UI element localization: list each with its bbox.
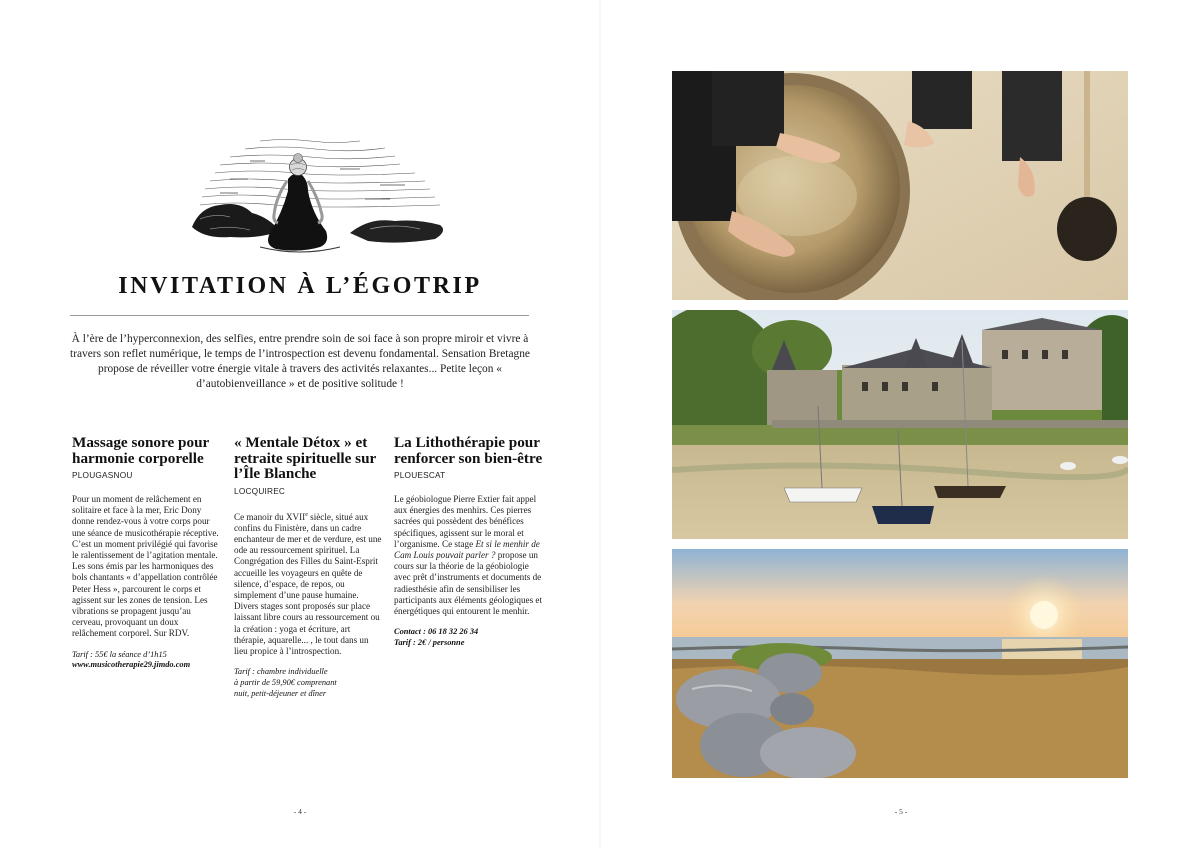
- page-number-right: - 5 -: [894, 807, 908, 816]
- article-info: [72, 650, 222, 672]
- singing-bowl-photo: [672, 71, 1128, 300]
- manor-low-tide-photo: [672, 310, 1128, 539]
- meditation-illustration: [190, 135, 450, 260]
- page-gutter: [599, 0, 601, 849]
- page-title: INVITATION À L’ÉGOTRIP: [118, 273, 482, 299]
- article-body-start: Le géobiologue Pierre Extier fait appel aux énergies des menhirs. Ces pierres sacrées qui possèdent des bénéfices spécifiques, agissent sur le moral et l’organisme. Ce stage: [394, 494, 537, 549]
- article-heading: « Mentale Détox » et retraite spirituelle sur l’Île Blanche: [234, 434, 376, 482]
- article-body: [394, 494, 544, 617]
- article-location: LOCQUIREC: [234, 485, 286, 496]
- article-body: Pour un moment de relâchement en solitaire et face à la mer, Eric Dony donne rendez-vous à votre corps pour une séance de musicothérapie réceptive. C’est un moment privilégié qui favorise le ralentissement de l’agitation mentale. Les sons émis par les harmoniques des bols chantants « d’appellation contrôlée Peter Hess », parcourent le corps et agissent sur les zones de tension. Les vibrations se propagent jusqu’au cerveau, provoquant un doux relâchement corporel. Sur RDV.: [72, 494, 219, 639]
- article-column-detox: [234, 435, 384, 700]
- article-location: PLOUESCAT: [394, 470, 446, 480]
- article-body-start: Ce manoir du XVII: [234, 511, 306, 522]
- page-number-left: - 4 -: [293, 807, 307, 816]
- article-heading: Massage sonore pour harmonie corporelle: [72, 434, 209, 467]
- sunset-coast-photo: [672, 549, 1128, 778]
- article-price: Tarif : 2€ / personne: [394, 638, 465, 648]
- century-superscript: e: [305, 511, 308, 518]
- article-price-line-1: Tarif : chambre individuelle: [234, 667, 328, 677]
- article-body-rest: siècle, situé aux confins du Finistère, dans un cadre enchanteur de mer et de verdure, est une ode au ressourcement spirituel. La Congrégation des Filles du Saint-Esprit accueille les voyageurs en quête de silence, d’espace, de repos, ou simplement d’une pause humaine. Divers stages sont proposés sur place laissant libre cours au ressourcement ou la création : yoga et écriture, art thérapie, aquarelle... , le tout dans un lieu propice à l’introspection.: [234, 511, 382, 656]
- article-column-massage: [72, 435, 222, 671]
- stage-title: Et si le menhir de Cam Louis pouvait parler ?: [394, 538, 540, 561]
- intro-paragraph: À l’ère de l’hyperconnexion, des selfies, entre prendre soin de soi face à son propre miroir et vivre à travers son reflet numérique, le temps de l’introspection est devenu fondamental. Sensation Bretagne propose de réveiller votre énergie vitale à travers des activités relaxantes... Petite leçon « d’autobienveillance » et de positive solitude !: [70, 333, 530, 390]
- article-info: [234, 667, 384, 699]
- article-price: Tarif : 55€ la séance d’1h15: [72, 649, 167, 659]
- article-info: [394, 627, 544, 649]
- article-body-rest: propose un cours sur la théorie de la géobiologie avec prêt d’instruments et documents de radiesthésie afin de sensibiliser les participants aux éléments géologiques et énergétiques qui entourent le menhir.: [394, 550, 542, 617]
- article-body: [234, 510, 384, 658]
- article-location: PLOUGASNOU: [72, 470, 133, 480]
- article-contact: Contact : 06 18 32 26 34: [394, 627, 479, 637]
- title-divider: [70, 315, 529, 316]
- article-price-line-2: à partir de 59,90€ comprenant: [234, 677, 337, 687]
- article-heading: La Lithothérapie pour renforcer son bien-être: [394, 434, 543, 467]
- article-column-lithotherapie: [394, 435, 544, 649]
- article-website-link[interactable]: www.musicotherapie29.jimdo.com: [72, 660, 191, 670]
- article-price-line-3: nuit, petit-déjeuner et dîner: [234, 688, 327, 698]
